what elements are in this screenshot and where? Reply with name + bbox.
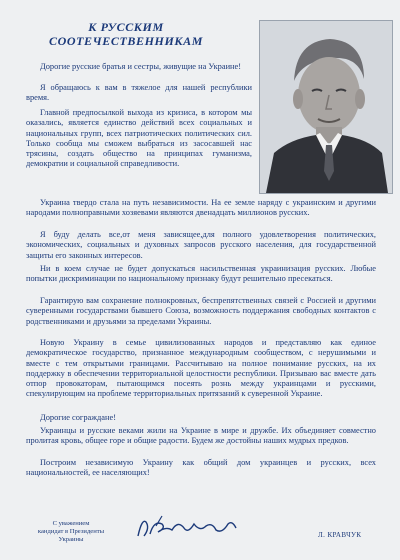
paragraph-new-ukraine: Новую Украину в семье цивилизованных народов и представляю как единое демократическое государство, признанное международным сообществом, с нерушимыми и вместе с тем открытыми границами. Рассчитываю на полное понимание русских, на их поддержку в обеспечении территориальной целостности республики. Призываю вас вместе дать отпор провокаторам, пытающимся посеять рознь между украинцами и русскими, спекулирующим на проблеме территориальных притязаний к суверенной Украине. [26,338,376,399]
paragraph-appeal: Я обращаюсь к вам в тяжелое для нашей республики время. [26,83,252,103]
portrait-icon [260,21,392,193]
portrait-photo [259,20,393,194]
closing-line-3: Украины [58,536,84,543]
paragraph-ties: Гарантирую вам сохранение полнокровных, беспрепятственных связей с Россией и другими суверенными государствами бывшего Союза, возможность поддержания свободных контактов с родственниками и друзьями за пределами Украины. [26,296,376,326]
closing-line-2: кандидат в Президенты [37,528,105,535]
paragraph-greeting: Дорогие русские братья и сестры, живущие на Украине! [40,62,242,71]
paragraph-dear-citizens: Дорогие сограждане! [40,413,117,422]
title-line-1: К РУССКИМ [88,20,164,34]
paragraph-crisis: Главной предпосылкой выхода из кризиса, в котором мы оказались, является единство действий всех социальных и национальных групп, всех патриотических политических сил. Только сообща мы сможем выбраться из засосавшей нас трясины, создать общество на принципах гуманизма, демократии и социальной справедливости. [26,108,252,169]
signatory-name: Л. КРАВЧУК [318,531,362,539]
paragraph-friendship: Украинцы и русские веками жили на Украине в мире и дружбе. Их объединяет совместно пролитая кровь, общее горе и общие радости. Будем же достойны наших мудрых предков. [26,426,376,446]
signature-icon [132,512,252,542]
paragraph-no-ukrainization: Ни в коем случае не будет допускаться насильственная украинизация русских. Любые попытки дискриминации по национальному признаку будут решительно пресекаться. [26,264,376,284]
paragraph-independence: Украина твердо стала на путь независимости. На ее земле наряду с украинским и другими народами полноправными хозяевами являются двенадцать миллионов русских. [26,198,376,218]
paragraph-rights: Я буду делать все,от меня зависящее,для полного удовлетворения политических, экономических, социальных и духовных запросов русского населения, для государственной защиты его законных интересов. [26,230,376,260]
page-title [26,20,226,48]
closing-block [26,520,116,544]
paragraph-common-home: Построим независимую Украину как общий дом украинцев и русских, всех национальностей, ее населяющих! [26,458,376,478]
title-line-2: СООТЕЧЕСТВЕННИКАМ [48,34,203,48]
closing-line-1: С уважением [52,520,90,527]
